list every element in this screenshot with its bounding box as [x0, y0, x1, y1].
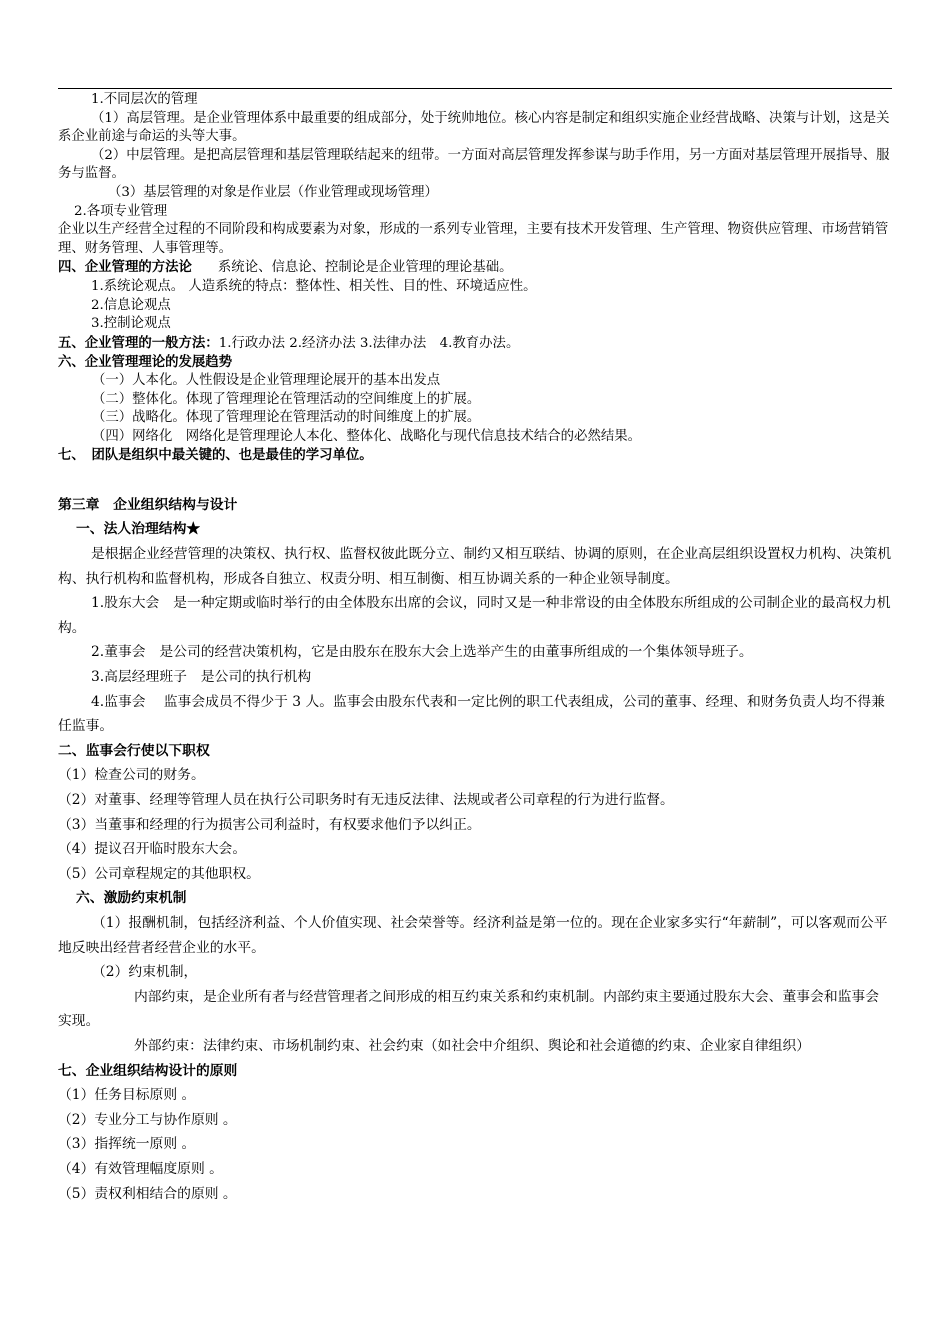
heading-team: 七、 团队是组织中最关键的、也是最佳的学习单位。: [58, 447, 373, 464]
para-basic-management: （3）基层管理的对象是作业层（作业管理或现场管理）: [108, 184, 438, 200]
list-item: （2）对董事、经理等管理人员在执行公司职务时有无违反法律、法规或者公司章程的行为进行监督。: [58, 792, 674, 808]
header-rule: [58, 88, 892, 89]
list-item: （1）任务目标原则 。: [58, 1087, 196, 1104]
para-governance: 是根据企业经营管理的决策权、执行权、监督权彼此既分立、制约又相互联结、协调的原则，在企业高层组织设置权力机构、决策机构、执行机构和监督机构，形成各自独立、权责分明、相互制衡、相互协调关系的一种企业领导制度。: [58, 546, 892, 587]
chapter-title: 第三章 企业组织结构与设计: [58, 496, 238, 513]
list-item: （5）责权利相结合的原则 。: [58, 1185, 237, 1202]
heading-general-methods: [58, 334, 892, 354]
para-internal-constraint: 内部约束，是企业所有者与经营管理者之间形成的相互约束关系和约束机制。内部约束主要通过股东大会、董事会和监事会实现。: [58, 988, 880, 1030]
section-management-levels: [58, 91, 892, 465]
list-item: （4）有效管理幅度原则 。: [58, 1160, 223, 1177]
heading-methodology-text: 系统论、信息论、控制论是企业管理的理论基础。: [217, 260, 513, 276]
list-item: （3）指挥统一原则 。: [58, 1136, 196, 1153]
para-external-constraint: 外部约束：法律约束、市场机制约束、社会约束（如社会中介组织、舆论和社会道德的约束、企业家自律组织）: [134, 1037, 811, 1054]
para-executives: 3.高层经理班子 是公司的执行机构: [91, 669, 312, 686]
list-item: （4）提议召开临时股东大会。: [58, 841, 247, 858]
list-item: 1.系统论观点。 人造系统的特点：整体性、相关性、目的性、环境适应性。: [91, 278, 537, 294]
heading-levels: 1.不同层次的管理: [91, 92, 198, 107]
list-item: （一）人本化。人性假设是企业管理理论展开的基本出发点: [92, 372, 441, 388]
list-item: （1）检查公司的财务。: [58, 767, 205, 784]
heading-general-methods-title: 五、企业管理的一般方法：: [58, 334, 219, 351]
para-middle-management: （2）中层管理。是把高层管理和基层管理联结起来的纽带。一方面对高层管理发挥参谋与助手作用，另一方面对基层管理开展指导、服务与监督。: [58, 147, 890, 182]
document-page: [58, 91, 892, 1206]
section-chapter3: [58, 493, 892, 1206]
list-item: 3.控制论观点: [91, 316, 171, 332]
list-item: （2）专业分工与协作原则 。: [58, 1111, 237, 1128]
heading-professional: 2.各项专业管理: [74, 203, 168, 219]
heading-general-methods-text: 1.行政办法 2.经济办法 3.法律办法 4.教育办法。: [218, 335, 520, 351]
heading-trends: 六、企业管理理论的发展趋势: [58, 354, 233, 371]
heading-supervisor-powers: 二、监事会行使以下职权: [58, 742, 210, 759]
heading-incentives: 六、激励约束机制: [76, 890, 187, 907]
para-senior-management: （1）高层管理。是企业管理体系中最重要的组成部分，处于统帅地位。核心内容是制定和组织实施企业经营战略、决策与计划，这是关系企业前途与命运的头等大事。: [58, 110, 890, 145]
list-item: （3）当董事和经理的行为损害公司利益时，有权要求他们予以纠正。: [58, 816, 481, 833]
para-board: 2.董事会 是公司的经营决策机构，它是由股东在股东大会上选举产生的由董事所组成的一个集体领导班子。: [91, 644, 753, 661]
list-item: （5）公司章程规定的其他职权。: [58, 865, 260, 882]
para-constraint: （2）约束机制，: [92, 964, 198, 981]
heading-methodology: [58, 258, 892, 278]
list-item: （二）整体化。体现了管理理论在管理活动的空间维度上的扩展。: [92, 391, 481, 407]
para-compensation: （1）报酬机制，包括经济利益、个人价值实现、社会荣誉等。经济利益是第一位的。现在企业家多实行“年薪制”，可以客观而公平地反映出经营者经营企业的水平。: [58, 914, 888, 956]
list-item: （三）战略化。体现了管理理论在管理活动的时间维度上的扩展。: [92, 410, 481, 426]
heading-governance: 一、法人治理结构★: [76, 521, 201, 538]
list-item: 2.信息论观点: [91, 297, 171, 313]
para-shareholders: 1.股东大会 是一种定期或临时举行的由全体股东出席的会议，同时又是一种非常设的由全体股东所组成的公司制企业的最高权力机构。: [58, 595, 891, 636]
heading-design-principles: 七、企业组织结构设计的原则: [58, 1062, 238, 1079]
para-professional: 企业以生产经营全过程的不同阶段和构成要素为对象，形成的一系列专业管理，主要有技术开发管理、生产管理、物资供应管理、市场营销管理、财务管理、人事管理等。: [58, 222, 889, 256]
heading-methodology-title: 四、企业管理的方法论: [58, 259, 192, 276]
para-supervisors: 4.监事会 监事会成员不得少于 3 人。监事会由股东代表和一定比例的职工代表组成，公司的董事、经理、和财务负责人均不得兼任监事。: [58, 693, 885, 735]
list-item: （四）网络化 网络化是管理理论人本化、整体化、战略化与现代信息技术结合的必然结果。: [92, 428, 642, 444]
